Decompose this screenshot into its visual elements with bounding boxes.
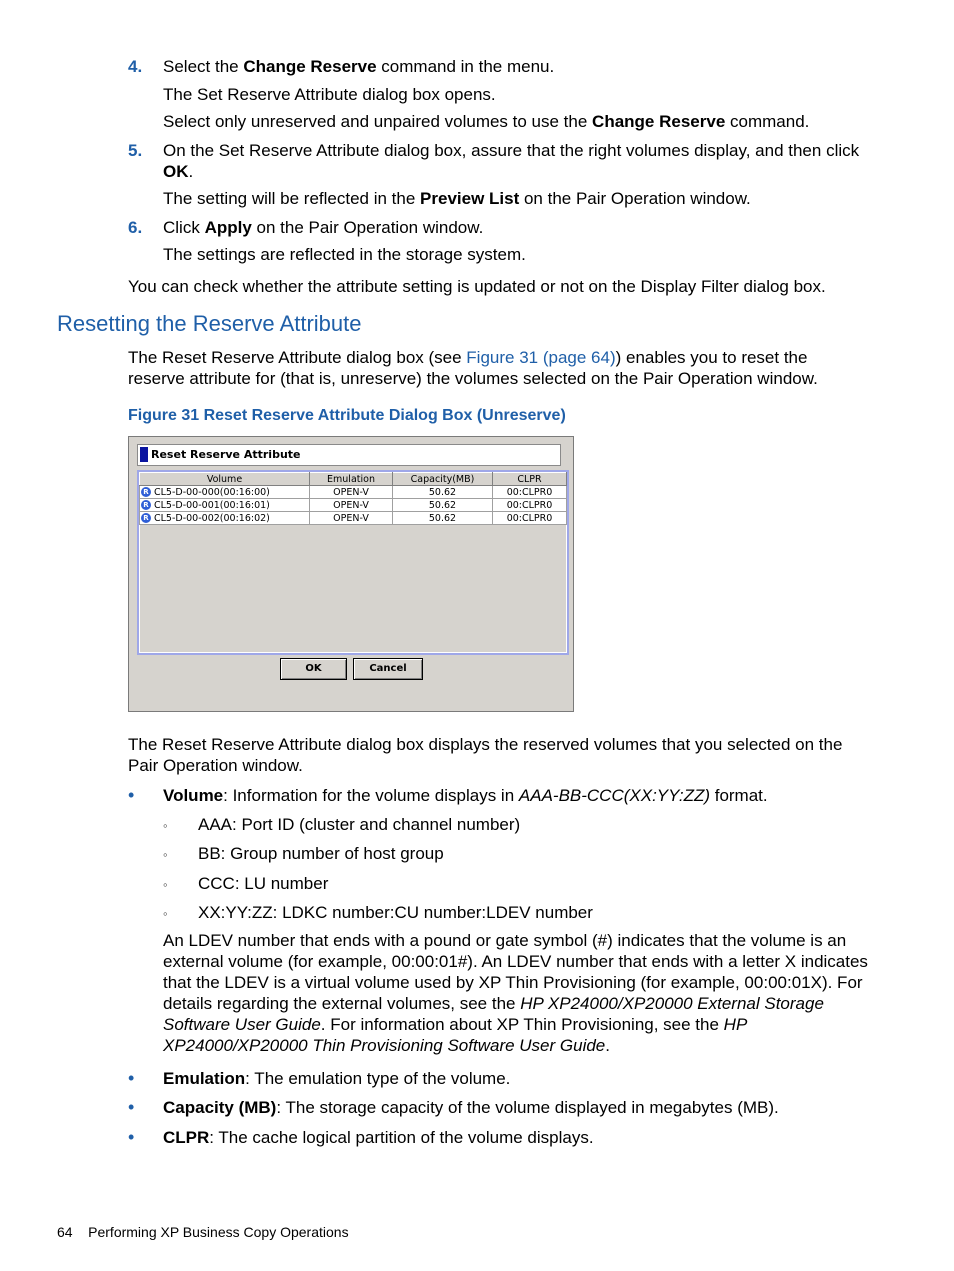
reserved-volume-icon: R bbox=[141, 487, 151, 497]
sub-bullet-icon: ◦ bbox=[163, 818, 168, 833]
emulation-bullet bbox=[163, 1068, 510, 1089]
cell-volume bbox=[140, 512, 310, 525]
figure-link[interactable]: Figure 31 (page 64) bbox=[466, 348, 616, 367]
step-note-post: command. bbox=[725, 112, 810, 131]
volume-id: CL5-D-00-000(00:16:00) bbox=[154, 486, 270, 498]
capacity-bullet bbox=[163, 1097, 779, 1118]
capacity-desc: : The storage capacity of the volume displayed in megabytes (MB). bbox=[276, 1098, 779, 1117]
step-text-post: on the Pair Operation window. bbox=[251, 218, 484, 237]
table-row[interactable] bbox=[140, 499, 567, 512]
volume-desc-pre: : Information for the volume displays in bbox=[223, 786, 519, 805]
cell-emulation: OPEN-V bbox=[310, 499, 393, 512]
step-result-pre: The setting will be reflected in the bbox=[163, 189, 421, 208]
bullet-icon: • bbox=[128, 1127, 135, 1147]
ldev-text-3: . bbox=[605, 1036, 610, 1055]
page-footer bbox=[57, 1222, 349, 1243]
sub-bullet-icon: ◦ bbox=[163, 877, 168, 892]
reserved-volume-icon: R bbox=[141, 500, 151, 510]
cancel-button[interactable]: Cancel bbox=[353, 658, 423, 680]
intro-post: ) enables you to reset the reserve attribute for (that is, unreserve) the volumes selected on the Pair Operation window. bbox=[128, 348, 818, 388]
step-text-pre: Select the bbox=[163, 57, 244, 76]
ok-label: OK bbox=[163, 162, 189, 181]
step-result-post: on the Pair Operation window. bbox=[519, 189, 751, 208]
step-text bbox=[163, 217, 483, 238]
step-text-post: . bbox=[188, 162, 194, 181]
emulation-desc: : The emulation type of the volume. bbox=[245, 1069, 511, 1088]
table-row[interactable] bbox=[140, 512, 567, 525]
cell-clpr: 00:CLPR0 bbox=[493, 512, 567, 525]
step-result: The settings are reflected in the storage system. bbox=[163, 245, 526, 264]
dialog-title-bar bbox=[137, 444, 561, 466]
bullet-icon: • bbox=[128, 1097, 135, 1117]
step-result bbox=[163, 188, 751, 209]
cell-volume bbox=[140, 486, 310, 499]
column-header-clpr[interactable]: CLPR bbox=[493, 473, 567, 486]
ok-button[interactable]: OK bbox=[280, 658, 347, 680]
cell-emulation: OPEN-V bbox=[310, 512, 393, 525]
step-text: On the Set Reserve Attribute dialog box, assure that the right volumes display, and then click bbox=[163, 141, 860, 160]
check-paragraph: You can check whether the attribute setting is updated or not on the Display Filter dialog box. bbox=[128, 277, 826, 296]
volume-list-panel[interactable] bbox=[137, 470, 569, 655]
step-text-cont bbox=[163, 161, 193, 182]
step-number: 6. bbox=[128, 218, 143, 237]
intro-pre: The Reset Reserve Attribute dialog box (see bbox=[128, 348, 467, 367]
sub-bullet-icon: ◦ bbox=[163, 847, 168, 862]
column-header-volume[interactable]: Volume bbox=[140, 473, 310, 486]
sub-bullet-aaa: AAA: Port ID (cluster and channel number) bbox=[198, 815, 521, 834]
column-header-capacity[interactable]: Capacity(MB) bbox=[393, 473, 493, 486]
command-name: Change Reserve bbox=[243, 57, 377, 76]
display-paragraph: The Reset Reserve Attribute dialog box displays the reserved volumes that you selected on the Pair Operation window. bbox=[128, 735, 843, 775]
table-row[interactable] bbox=[140, 486, 567, 499]
step-text-post: command in the menu. bbox=[376, 57, 555, 76]
column-header-emulation[interactable]: Emulation bbox=[310, 473, 393, 486]
sub-bullet-ccc: CCC: LU number bbox=[198, 874, 329, 893]
ldev-text-2: . For information about XP Thin Provisioning, see the bbox=[320, 1015, 724, 1034]
cell-clpr: 00:CLPR0 bbox=[493, 499, 567, 512]
external-storage-guide: HP XP24000/XP20000 External Storage Software User Guide bbox=[163, 994, 824, 1034]
figure-caption: Figure 31 Reset Reserve Attribute Dialog Box (Unreserve) bbox=[128, 407, 566, 424]
table-header-row bbox=[140, 473, 567, 486]
clpr-term: CLPR bbox=[163, 1128, 210, 1147]
step-text bbox=[163, 56, 554, 77]
step-number: 4. bbox=[128, 57, 143, 76]
section-heading: Resetting the Reserve Attribute bbox=[57, 311, 362, 336]
volume-term: Volume bbox=[163, 786, 224, 805]
step-note-pre: Select only unreserved and unpaired volumes to use the bbox=[163, 112, 593, 131]
sub-bullet-icon: ◦ bbox=[163, 906, 168, 921]
capacity-term: Capacity (MB) bbox=[163, 1098, 277, 1117]
step-text-pre: Click bbox=[163, 218, 205, 237]
volume-format: AAA-BB-CCC(XX:YY:ZZ) bbox=[518, 786, 710, 805]
reset-reserve-dialog bbox=[128, 436, 574, 712]
title-accent-bar bbox=[140, 447, 148, 462]
clpr-bullet bbox=[163, 1127, 594, 1148]
volume-id: CL5-D-00-001(00:16:01) bbox=[154, 499, 270, 511]
thin-provisioning-guide: HP XP24000/XP20000 Thin Provisioning Software User Guide bbox=[163, 1015, 747, 1055]
bullet-icon: • bbox=[128, 1068, 135, 1088]
emulation-term: Emulation bbox=[163, 1069, 246, 1088]
volume-desc-post: format. bbox=[710, 786, 768, 805]
step-number: 5. bbox=[128, 141, 143, 160]
apply-label: Apply bbox=[204, 218, 252, 237]
step-note bbox=[163, 111, 809, 132]
cell-clpr: 00:CLPR0 bbox=[493, 486, 567, 499]
cell-emulation: OPEN-V bbox=[310, 486, 393, 499]
reserved-volume-icon: R bbox=[141, 513, 151, 523]
intro-paragraph bbox=[128, 347, 868, 389]
ldev-text-1: An LDEV number that ends with a pound or gate symbol (#) indicates that the volume is an external volume (for example, 00:00:01#). An LDEV number that ends with a letter X indicates that the LDEV is a virtual volume used by XP Thin Provisioning (for example, 00:00:01X). For details regarding the external volumes, see the bbox=[163, 931, 868, 1013]
chapter-title: Performing XP Business Copy Operations bbox=[88, 1224, 349, 1240]
volume-table bbox=[139, 472, 567, 525]
dialog-title: Reset Reserve Attribute bbox=[151, 448, 301, 461]
volume-bullet bbox=[163, 785, 768, 806]
cell-capacity: 50.62 bbox=[393, 512, 493, 525]
sub-bullet-ldev: XX:YY:ZZ: LDKC number:CU number:LDEV number bbox=[198, 903, 593, 922]
preview-list-label: Preview List bbox=[420, 189, 520, 208]
sub-bullet-bb: BB: Group number of host group bbox=[198, 844, 444, 863]
clpr-desc: : The cache logical partition of the volume displays. bbox=[209, 1128, 594, 1147]
bullet-icon: • bbox=[128, 785, 135, 805]
cell-capacity: 50.62 bbox=[393, 499, 493, 512]
ldev-paragraph bbox=[163, 930, 871, 1056]
cell-volume bbox=[140, 499, 310, 512]
volume-id: CL5-D-00-002(00:16:02) bbox=[154, 512, 270, 524]
step-result: The Set Reserve Attribute dialog box opens. bbox=[163, 85, 496, 104]
page-number: 64 bbox=[57, 1224, 73, 1240]
command-name: Change Reserve bbox=[592, 112, 726, 131]
cell-capacity: 50.62 bbox=[393, 486, 493, 499]
